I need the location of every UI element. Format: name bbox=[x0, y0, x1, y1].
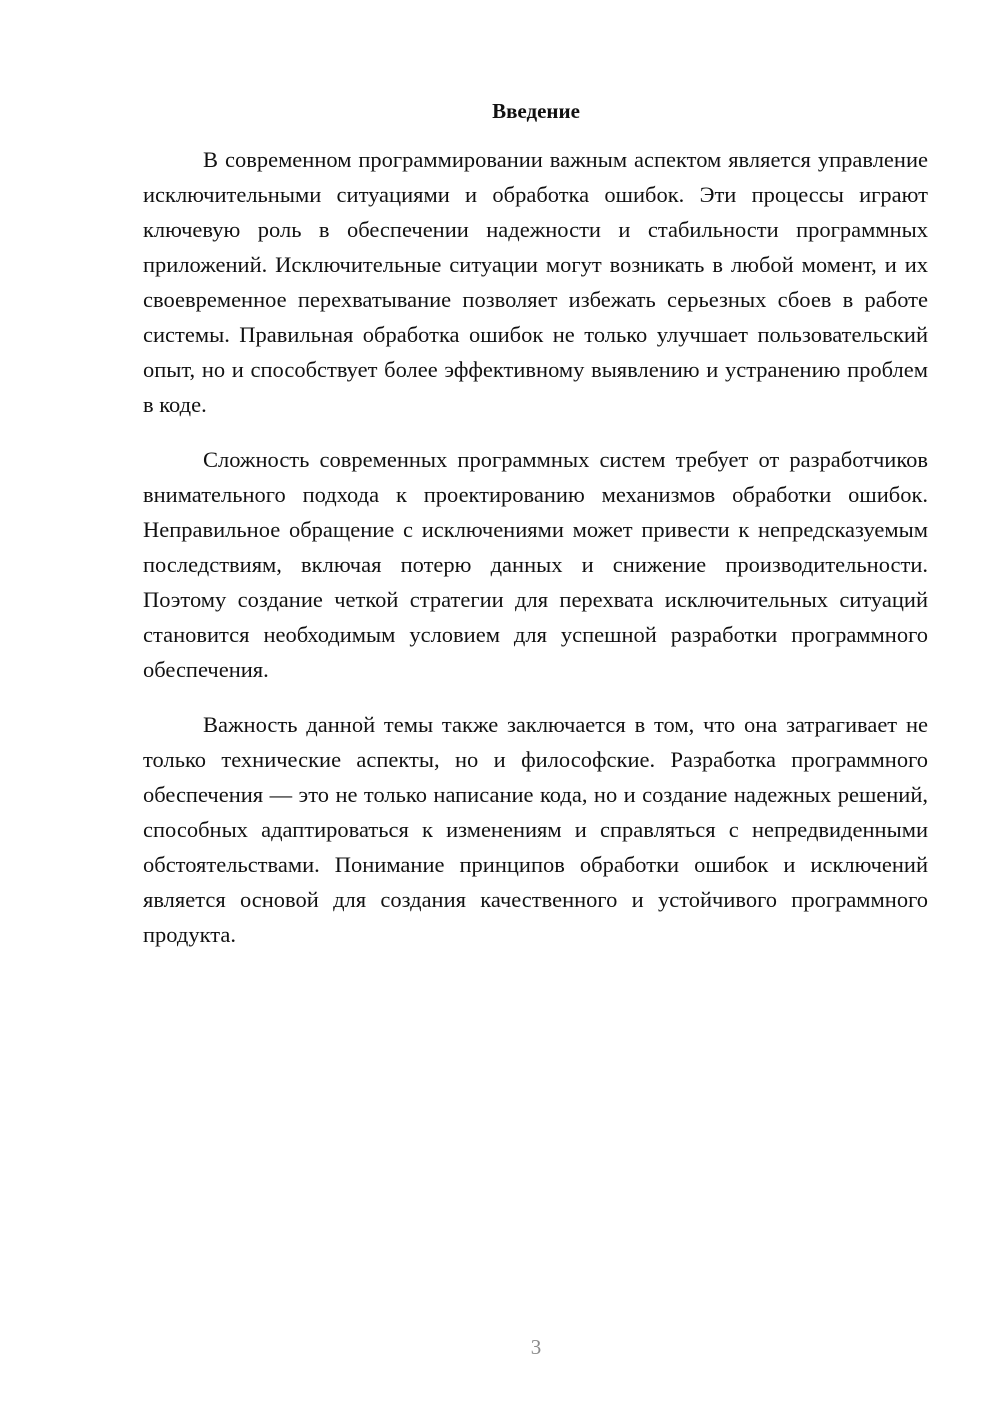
section-heading: Введение bbox=[492, 99, 580, 123]
paragraph-1: В современном программировании важным аспектом является управление исключительными ситуациями и обработка ошибок. Эти процессы играют ключевую роль в обеспечении надежности и стабильности программных приложений. Исключительные ситуации могут возникать в любой момент, и их своевременное перехватывание позволяет избежать серьезных сбоев в работе системы. Правильная обработка ошибок не только улучшает пользовательский опыт, но и способствует более эффективному выявлению и устранению проблем в коде. bbox=[143, 147, 928, 417]
page-number: 3 bbox=[530, 1335, 542, 1359]
body-text bbox=[143, 142, 928, 972]
paragraph-3: Важность данной темы также заключается в том, что она затрагивает не только технические аспекты, но и философские. Разработка программного обеспечения — это не только написание кода, но и создание надежных решений, способных адаптироваться к изменениям и справляться с непредвиденными обстоятельствами. Понимание принципов обработки ошибок и исключений является основой для создания качественного и устойчивого программного продукта. bbox=[143, 712, 928, 947]
paragraph-2: Сложность современных программных систем требует от разработчиков внимательного подхода к проектированию механизмов обработки ошибок. Неправильное обращение с исключениями может привести к непредсказуемым последствиям, включая потерю данных и снижение производительности. Поэтому создание четкой стратегии для перехвата исключительных ситуаций становится необходимым условием для успешной разработки программного обеспечения. bbox=[143, 447, 928, 682]
